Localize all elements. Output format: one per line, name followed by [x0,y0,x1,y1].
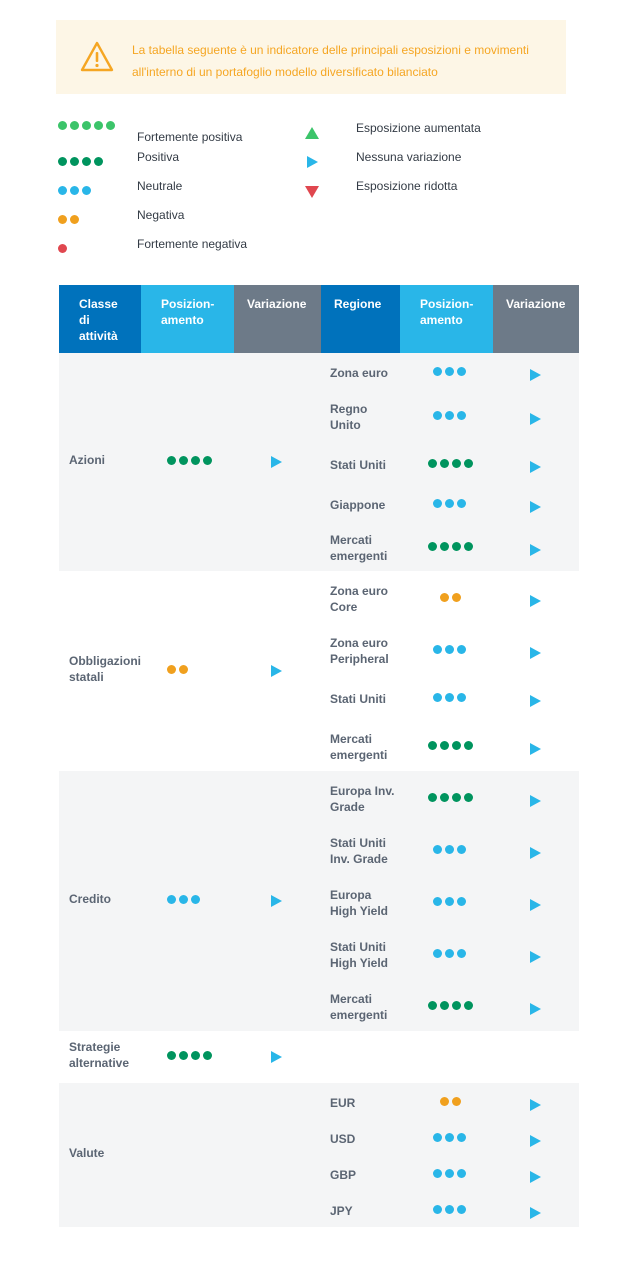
rating-dot [445,1133,454,1142]
rating-dot [58,186,67,195]
rating-dot [464,741,473,750]
rating-dot [428,1001,437,1010]
rating-dot [191,456,200,465]
asset-class-rating [167,895,200,904]
region-rating [433,499,466,508]
rating-dot [445,499,454,508]
unchanged-arrow-icon [530,369,541,381]
region-label [330,457,386,473]
legend-negative-dots [58,215,79,224]
region-label-line: Zona euro [330,636,389,650]
rating-dot [445,897,454,906]
region-label [330,991,387,1023]
region-label [330,635,389,667]
unchanged-arrow-icon [530,595,541,607]
header-region-change [493,285,579,353]
rating-dot [433,1205,442,1214]
region-label-line: Mercati [330,992,373,1006]
rating-dot [433,897,442,906]
unchanged-arrow-icon [271,665,282,677]
header-region-positioning-line: amento [420,313,463,327]
rating-dot [179,456,188,465]
unchanged-arrow-icon [530,847,541,859]
rating-dot [457,897,466,906]
notice-line-2: all'interno di un portafoglio modello diversificato bilanciato [132,65,438,79]
asset-class-label-line: statali [69,670,104,684]
rating-dot [457,949,466,958]
region-label [330,1131,355,1147]
unchanged-arrow-icon [271,1051,282,1063]
asset-class-label [69,891,111,907]
region-label-line: Zona euro [330,584,389,598]
region-rating [433,367,466,376]
region-label-line: High Yield [330,904,389,918]
header-change [234,285,321,353]
rating-dot [433,693,442,702]
asset-class-label-line: alternative [69,1056,130,1070]
region-rating [433,411,466,420]
rating-dot [433,367,442,376]
rating-dot [452,459,461,468]
region-label-line: GBP [330,1168,357,1182]
region-rating [433,1205,466,1214]
unchanged-arrow-icon [530,1135,541,1147]
legend-reduced-label: Esposizione ridotta [356,179,458,193]
asset-class-label-line: Azioni [69,453,105,467]
legend-increased-label: Esposizione aumentata [356,121,481,135]
rating-dot [464,793,473,802]
rating-dot [58,215,67,224]
rating-dot [457,499,466,508]
header-region [321,285,400,353]
header-region-change-label: Variazione [506,297,566,311]
rating-dot [94,157,103,166]
legend-positive-dots [58,157,103,166]
rating-dot [191,895,200,904]
rating-dot [445,645,454,654]
region-label-line: Grade [330,800,365,814]
rating-dot [452,593,461,602]
rating-dot [433,499,442,508]
region-label-line: USD [330,1132,356,1146]
asset-class-label [69,1145,104,1161]
asset-class-label [69,653,141,685]
rating-dot [464,459,473,468]
table-section [59,771,579,1031]
region-rating [433,949,466,958]
header-region-positioning-line: Posizion- [420,297,474,311]
increase-triangle-icon [304,125,320,141]
rating-dot [179,895,188,904]
unchanged-arrow-icon [530,695,541,707]
rating-dot [445,367,454,376]
table-section [59,1083,579,1227]
asset-class-label-line: Obbligazioni [69,654,141,668]
region-rating [433,1169,466,1178]
region-label [330,887,388,919]
unchanged-arrow-icon [304,154,320,170]
rating-dot [457,367,466,376]
rating-dot [167,456,176,465]
rating-dot [440,793,449,802]
unchanged-arrow-icon [271,895,282,907]
region-label [330,583,388,615]
rating-dot [203,456,212,465]
rating-dot [179,665,188,674]
region-rating [433,645,466,654]
rating-dot [428,459,437,468]
rating-dot [457,845,466,854]
rating-dot [428,542,437,551]
legend-negative-label: Negativa [137,208,185,222]
region-label [330,691,386,707]
region-label-line: Regno [330,402,368,416]
unchanged-arrow-icon [271,456,282,468]
table-section [59,1031,579,1083]
rating-dot [433,845,442,854]
asset-class-label [69,452,105,468]
region-label-line: emergenti [330,748,388,762]
notice-line-1: La tabella seguente è un indicatore delle principali esposizioni e movimenti [132,43,529,57]
region-label-line: JPY [330,1204,353,1218]
region-label-line: Stati Uniti [330,692,386,706]
region-label-line: emergenti [330,1008,388,1022]
table-section [59,353,579,571]
region-rating [433,693,466,702]
rating-dot [58,244,67,253]
header-positioning-line: amento [161,313,204,327]
region-label [330,1167,356,1183]
rating-dot [440,1001,449,1010]
legend-strong-positive-label: Fortemente positiva [137,130,243,144]
unchanged-arrow-icon [530,1099,541,1111]
region-label-line: EUR [330,1096,356,1110]
unchanged-arrow-icon [530,1003,541,1015]
rating-dot [452,741,461,750]
header-asset-class-line: di [79,313,90,327]
asset-class-rating [167,456,212,465]
legend-neutral-label: Neutrale [137,179,183,193]
region-label [330,365,388,381]
header-asset-class-line: attività [79,329,118,343]
table-header [59,285,579,353]
rating-dot [457,1205,466,1214]
rating-dot [452,1001,461,1010]
rating-dot [464,542,473,551]
asset-class-rating [167,665,188,674]
rating-dot [58,157,67,166]
rating-dot [440,593,449,602]
legend-positive-label: Positiva [137,150,180,164]
region-rating [440,1097,461,1106]
rating-dot [452,1097,461,1106]
region-label-line: Giappone [330,498,386,512]
unchanged-arrow-icon [530,413,541,425]
header-asset-class-line: Classe [79,297,118,311]
region-label-line: Stati Uniti [330,458,386,472]
region-rating [440,593,461,602]
legend-unchanged-label: Nessuna variazione [356,150,462,164]
region-label-line: emergenti [330,549,388,563]
region-label [330,497,385,513]
rating-dot [82,186,91,195]
region-rating [433,897,466,906]
header-positioning [141,285,234,353]
asset-class-label-line: Strategie [69,1040,121,1054]
asset-class-label-line: Credito [69,892,111,906]
rating-dot [70,121,79,130]
region-rating [428,793,473,802]
decrease-triangle-icon [304,183,320,199]
rating-dot [167,1051,176,1060]
rating-dot [452,793,461,802]
rating-dot [445,949,454,958]
region-label-line: Stati Uniti [330,940,386,954]
region-label [330,1203,353,1219]
region-rating [433,845,466,854]
rating-dot [433,949,442,958]
asset-class-rating [167,1051,212,1060]
unchanged-arrow-icon [530,461,541,473]
rating-dot [433,1133,442,1142]
rating-dot [445,1169,454,1178]
rating-dot [440,459,449,468]
region-label [330,783,394,815]
unchanged-arrow-icon [530,743,541,755]
region-label [330,532,387,564]
region-rating [428,1001,473,1010]
rating-dot [167,895,176,904]
region-label-line: Europa [330,888,372,902]
legend-strong-positive-dots [58,121,115,130]
region-label-line: Europa Inv. [330,784,395,798]
rating-dot [70,215,79,224]
legend-strong-negative-dots [58,244,67,253]
header-positioning-line: Posizion- [161,297,215,311]
unchanged-arrow-icon [530,544,541,556]
rating-dot [94,121,103,130]
region-label-line: Mercati [330,533,373,547]
region-rating [428,459,473,468]
rating-dot [440,741,449,750]
rating-dot [445,411,454,420]
unchanged-arrow-icon [530,951,541,963]
rating-dot [70,186,79,195]
region-label-line: Core [330,600,358,614]
rating-dot [457,1169,466,1178]
unchanged-arrow-icon [530,647,541,659]
region-label [330,835,388,867]
rating-dot [82,157,91,166]
legend-neutral-dots [58,186,91,195]
header-asset-class [59,285,141,353]
asset-class-label [69,1039,129,1071]
region-label [330,939,388,971]
warning-triangle-icon [80,40,114,74]
region-label [330,1095,355,1111]
region-label-line: High Yield [330,956,389,970]
legend-strong-negative-label: Fortemente negativa [137,237,248,251]
region-label [330,401,367,433]
region-label-line: Zona euro [330,366,389,380]
unchanged-arrow-icon [530,501,541,513]
rating-dot [428,741,437,750]
rating-dot [445,693,454,702]
region-label-line: Stati Uniti [330,836,386,850]
rating-dot [457,645,466,654]
header-region-positioning [400,285,493,353]
rating-dot [82,121,91,130]
rating-dot [203,1051,212,1060]
rating-dot [428,793,437,802]
rating-dot [440,1097,449,1106]
rating-dot [433,645,442,654]
rating-dot [433,411,442,420]
region-label-line: Peripheral [330,652,389,666]
rating-dot [433,1169,442,1178]
rating-dot [191,1051,200,1060]
rating-dot [440,542,449,551]
rating-dot [457,693,466,702]
rating-dot [58,121,67,130]
rating-dot [464,1001,473,1010]
header-region-label: Regione [334,297,382,311]
region-label-line: Unito [330,418,361,432]
rating-dot [167,665,176,674]
unchanged-arrow-icon [530,899,541,911]
region-rating [433,1133,466,1142]
unchanged-arrow-icon [530,1171,541,1183]
rating-dot [452,542,461,551]
rating-dot [445,1205,454,1214]
region-label-line: Mercati [330,732,373,746]
notice-text [132,39,552,83]
region-label [330,731,387,763]
rating-dot [457,1133,466,1142]
rating-dot [70,157,79,166]
rating-dot [445,845,454,854]
header-change-label: Variazione [247,297,307,311]
unchanged-arrow-icon [530,795,541,807]
rating-dot [457,411,466,420]
notice-box [56,20,566,94]
asset-class-label-line: Valute [69,1146,105,1160]
unchanged-arrow-icon [530,1207,541,1219]
rating-dot [106,121,115,130]
region-rating [428,741,473,750]
region-label-line: Inv. Grade [330,852,388,866]
region-rating [428,542,473,551]
rating-dot [179,1051,188,1060]
